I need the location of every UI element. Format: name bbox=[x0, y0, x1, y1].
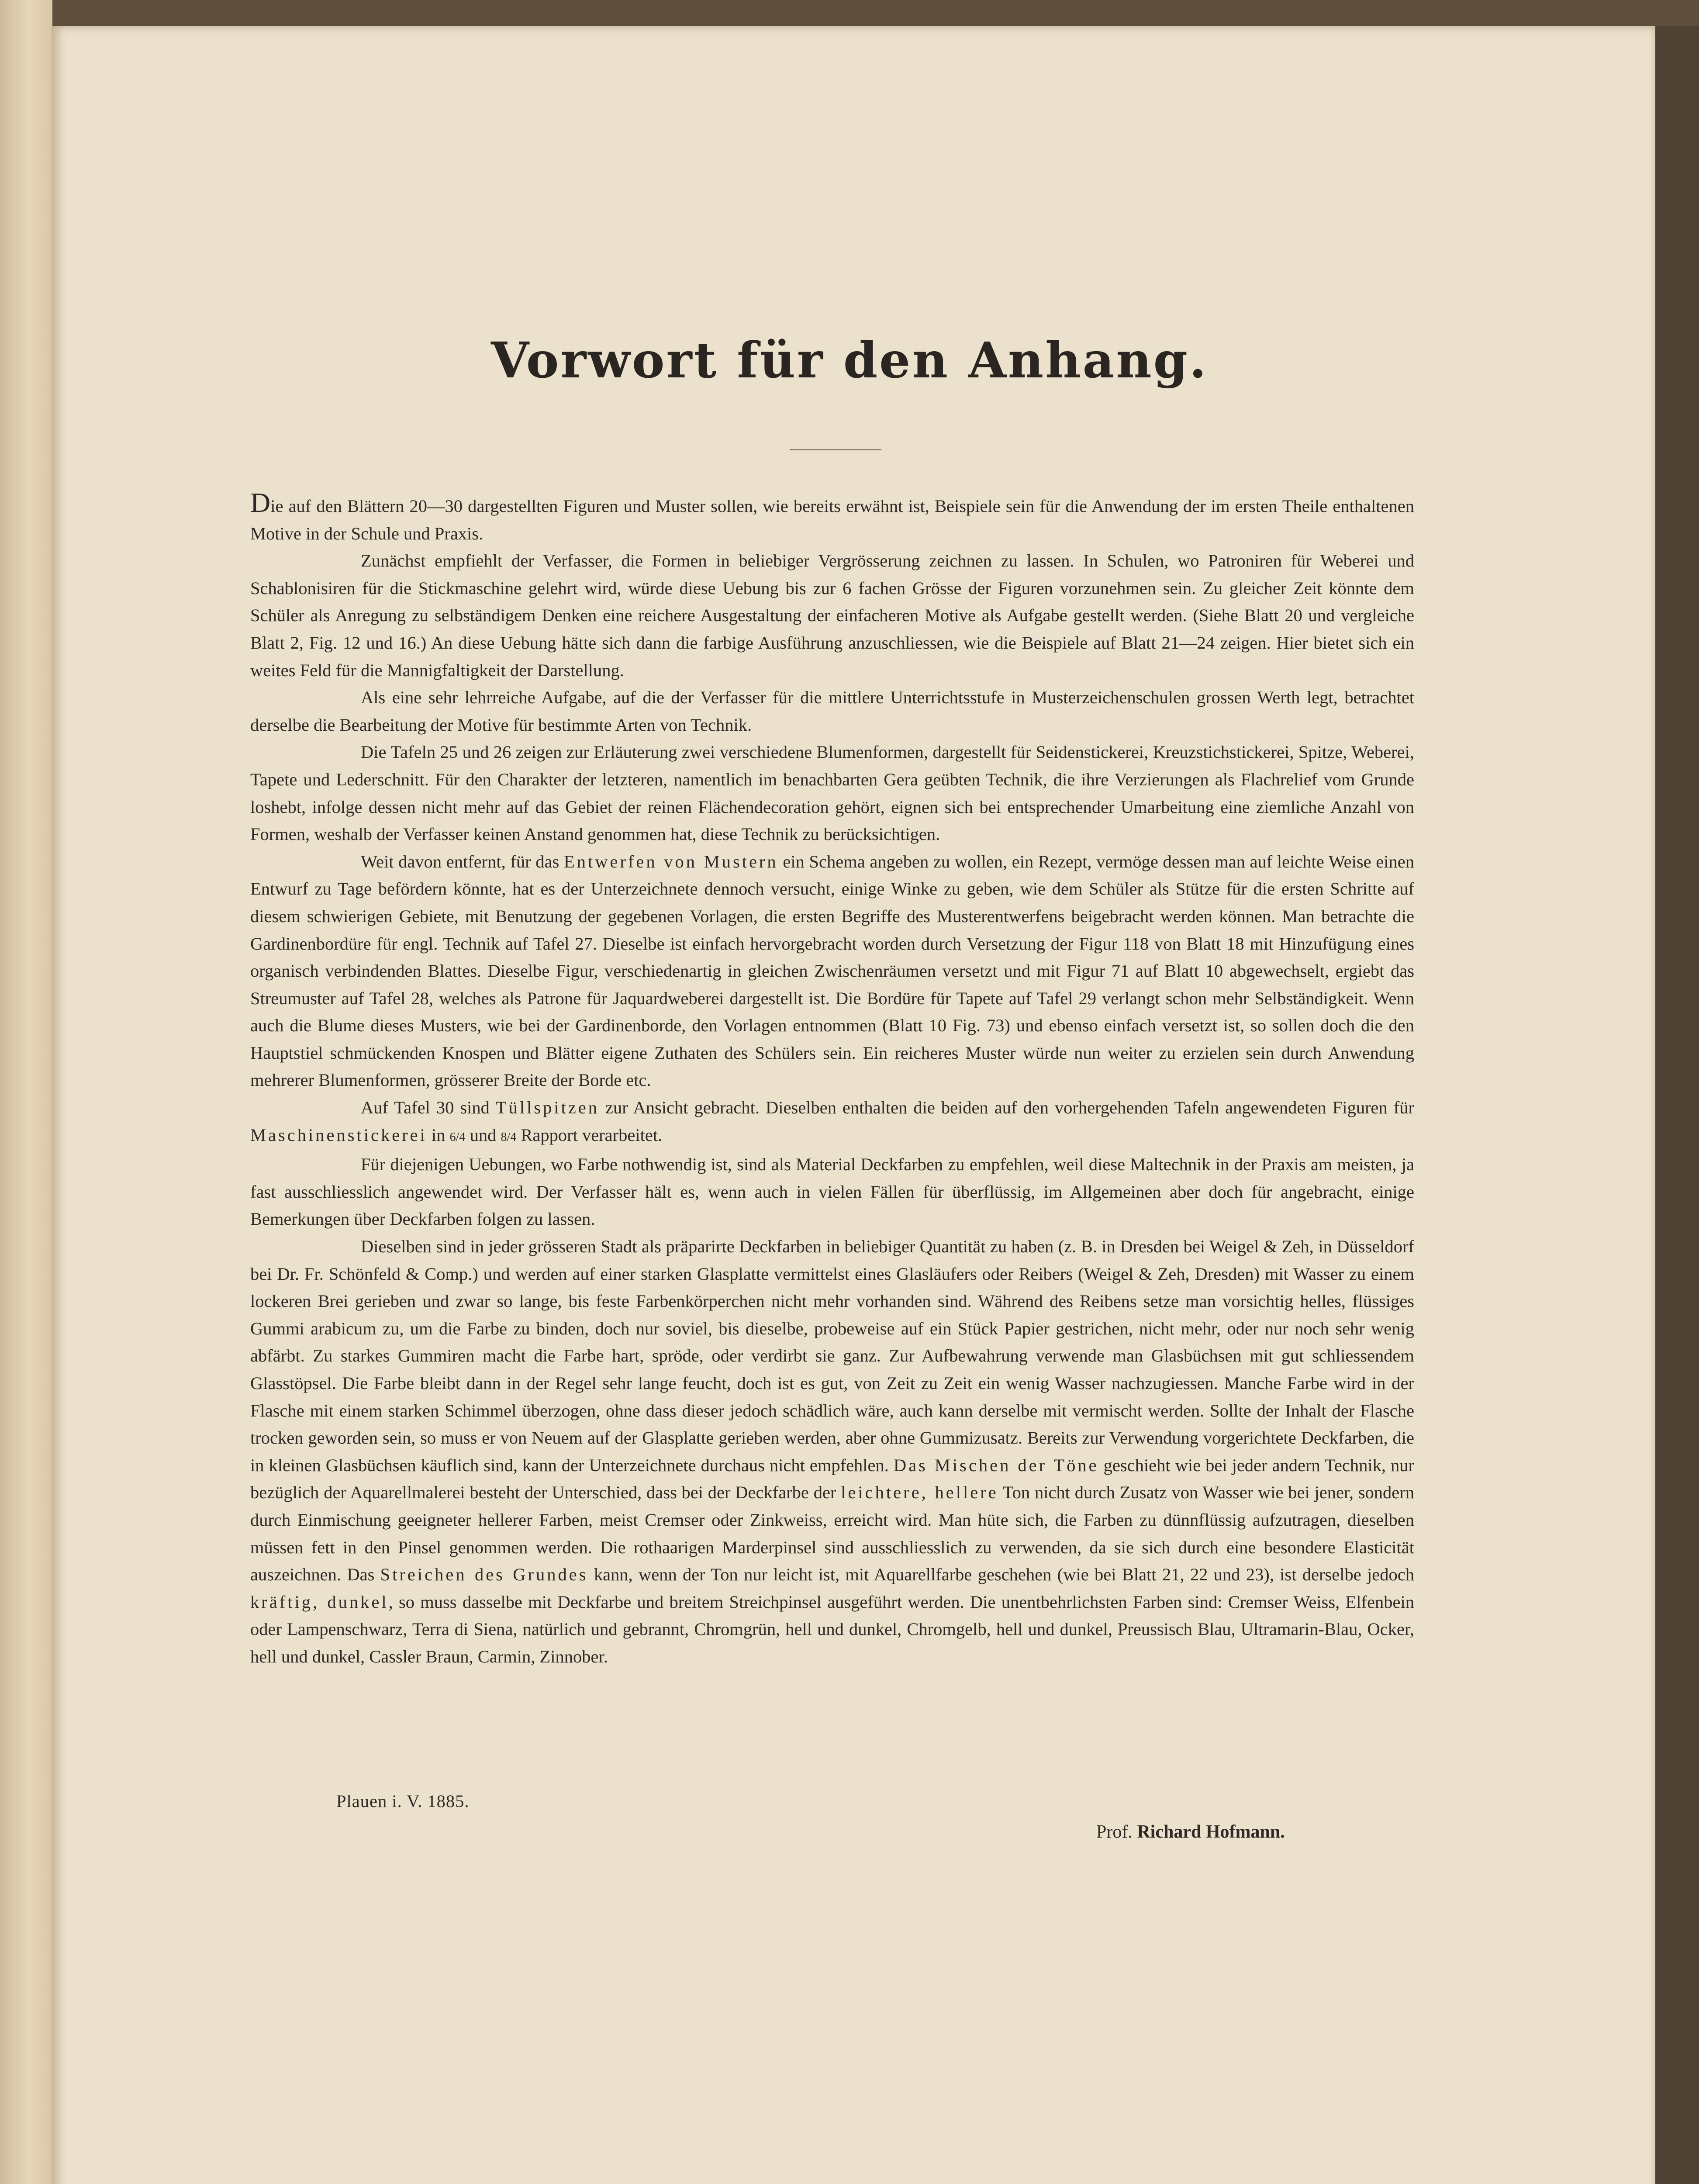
emphasis-text: Tüllspitzen bbox=[495, 1098, 600, 1118]
fraction: 8/4 bbox=[501, 1130, 517, 1144]
adjacent-page-edge bbox=[0, 0, 52, 2184]
emphasis-text: kräftig, dunkel bbox=[250, 1592, 389, 1612]
paragraph-3: Als eine sehr lehrreiche Aufgabe, auf die der Verfasser für die mittlere Unterrichtsstufe in Musterzeichenschulen grossen Werth legt, betrachtet derselbe die Bearbeitung der Motive für bestimmte Arten von Technik. bbox=[250, 688, 1414, 735]
emphasis-text: Entwerfen von Mustern bbox=[563, 851, 778, 871]
paragraph-4: Die Tafeln 25 und 26 zeigen zur Erläuterung zwei verschiedene Blumenformen, dargestellt für Seidenstickerei, Kreuzstichstickerei, Spitze, Weberei, Tapete und Lederschnitt. Für den Charakter der letzteren, namentlich im benachbarten Gera geübten Technik, die ihre Verzierungen als Flachrelief vom Grunde loshebt, infolge dessen nicht mehr auf das Gebiet der reinen Flächendecoration gehört, eignen sich bei entsprechender Umarbeitung eine ziemliche Anzahl von Formen, weshalb der Verfasser keinen Anstand genommen hat, diese Technik zu berücksichtigen. bbox=[250, 742, 1414, 844]
place-date: Plauen i. V. 1885. bbox=[336, 1791, 470, 1811]
paragraph-5: Weit davon entfernt, für das Entwerfen von Mustern ein Schema angeben zu wollen, ein Rezept, vermöge dessen man auf leichte Weise einen Entwurf zu Tage befördern könnte, hat es der Unterzeichnete dennoch versucht, einige Winke zu geben, wie dem Schüler als Stütze für die ersten Schritte auf diesem schwierigen Gebiete, mit Benutzung der gegebenen Vorlagen, die ersten Begriffe des Musterentwerfens beigebracht werden können. Man betrachte die Gardinenbordüre für engl. Technik auf Tafel 27. Dieselbe ist einfach hervorgebracht worden durch Versetzung der Figur 118 von Blatt 18 mit Hinzufügung eines organisch verbindenden Blattes. Dieselbe Figur, verschiedenartig in gleichen Zwischenräumen versetzt und mit Figur 71 auf Blatt 10 abgewechselt, ergiebt das Streumuster auf Tafel 28, welches als Patrone für Jaquardweberei dargestellt ist. Die Bordüre für Tapete auf Tafel 29 verlangt schon mehr Selbständigkeit. Wenn auch die Blume dieses Musters, wie bei der Gardinenborde, den Vorlagen entnommen (Blatt 10 Fig. 73) und ebenso einfach versetzt ist, so sollen doch die den Hauptstiel schmückenden Knospen und Blätter eigene Zuthaten des Schülers sein. Ein reicheres Muster würde nun weiter zu erzielen sein durch Anwendung mehrerer Blumenformen, grösserer Breite der Borde etc. bbox=[250, 851, 1414, 1090]
emphasis-text: Das Mischen der Töne bbox=[893, 1455, 1099, 1475]
emphasis-text: Maschinenstickerei bbox=[250, 1125, 427, 1145]
fraction: 6/4 bbox=[449, 1130, 466, 1144]
paragraph-1: Die auf den Blättern 20—30 dargestellten Figuren und Muster sollen, wie bereits erwähnt ist, Beispiele sein für die Anwendung der im ersten Theile enthaltenen Motive in der Schule und Praxis. bbox=[250, 487, 1414, 543]
paragraph-7: Für diejenigen Uebungen, wo Farbe nothwendig ist, sind als Material Deckfarben zu empfehlen, weil diese Maltechnik in der Praxis am meisten, ja fast ausschliesslich angewendet wird. Der Verfasser hält es, wenn auch in vielen Fällen für überflüssig, im Allgemeinen aber doch für angebracht, einige Bemerkungen über Deckfarben folgen zu lassen. bbox=[250, 1154, 1414, 1229]
paragraph-8: Dieselben sind in jeder grösseren Stadt als präparirte Deckfarben in beliebiger Quantität zu haben (z. B. in Dresden bei Weigel & Zeh, in Düsseldorf bei Dr. Fr. Schönfeld & Comp.) und werden auf einer starken Glasplatte vermittelst eines Glasläufers oder Reibers (Weigel & Zeh, Dresden) mit Wasser zu einem lockeren Brei gerieben und zwar so lange, bis feste Farbenkörperchen nicht mehr vorhanden sind. Während des Reibens setze man vorsichtig helles, flüssiges Gummi arabicum zu, um die Farbe zu binden, doch nur soviel, bis dieselbe, probeweise auf ein Stück Papier gestrichen, nicht mehr, oder nur noch sehr wenig abfärbt. Zu starkes Gummiren macht die Farbe hart, spröde, oder verdirbt sie ganz. Zur Aufbewahrung verwende man Glasbüchsen mit gut schliessendem Glasstöpsel. Die Farbe bleibt dann in der Regel sehr lange feucht, doch ist es gut, von Zeit zu Zeit ein wenig Wasser nachzugiessen. Manche Farbe wird in der Flasche mit einem starken Schimmel überzogen, ohne dass dieser jedoch schädlich wäre, auch kann derselbe mit vermischt werden. Sollte der Inhalt der Flasche trocken geworden sein, so muss er von Neuem auf der Glasplatte gerieben werden, aber ohne Gummizusatz. Bereits zur Verwendung vorgerichtete Deckfarben, die in kleinen Glasbüchsen käuflich sind, kann der Unterzeichnete durchaus nicht empfehlen. Das Mischen der Töne geschieht wie bei jeder andern Technik, nur bezüglich der Aquarellmalerei besteht der Unterschied, dass bei der Deckfarbe der leichtere, hellere Ton nicht durch Zusatz von Wasser wie bei jener, sondern durch Einmischung geeigneter hellerer Farben, meist Cremser oder Zinkweiss, erreicht wird. Man hüte sich, die Farben zu dünnflüssig aufzutragen, dieselben müssen fett in den Pinsel genommen werden. Die rothaarigen Marderpinsel sind ausschliesslich zu verwenden, da sie sich durch eine besondere Elasticität auszeichnen. Das Streichen des Grundes kann, wenn der Ton nur leicht ist, mit Aquarellfarbe geschehen (wie bei Blatt 21, 22 und 23), ist derselbe jedoch kräftig, dunkel, so muss dasselbe mit Deckfarbe und breitem Streichpinsel ausgeführt werden. Die unentbehrlichsten Farben sind: Cremser Weiss, Elfenbein oder Lampenschwarz, Terra di Siena, natürlich und gebrannt, Chromgrün, hell und dunkel, Chromgelb, hell und dunkel, Preussisch Blau, Ultramarin-Blau, Ocker, hell und dunkel, Cassler Braun, Carmin, Zinnober. bbox=[250, 1237, 1415, 1666]
paragraph-6: Auf Tafel 30 sind Tüllspitzen zur Ansicht gebracht. Dieselben enthalten die beiden auf den vorhergehenden Tafeln angewendeten Figuren für Maschinenstickerei in 6/4 und 8/4 Rapport verarbeitet. bbox=[250, 1098, 1414, 1145]
preface-body bbox=[250, 487, 1415, 1671]
emphasis-text: Streichen des Grundes bbox=[380, 1565, 588, 1585]
emphasis-text: leichtere, hellere bbox=[841, 1482, 998, 1503]
title-divider bbox=[790, 449, 881, 450]
page-title: Vorwort für den Anhang. bbox=[491, 332, 1208, 389]
paragraph-2: Zunächst empfiehlt der Verfasser, die Formen in beliebiger Vergrösserung zeichnen zu lassen. In Schulen, wo Patroniren für Weberei und Schablonisiren für die Stickmaschine gelehrt wird, würde diese Uebung bis zur 6 fachen Grösse der Figuren vorzunehmen sein. Zu gleicher Zeit könnte dem Schüler als Anregung zu selbständigem Denken eine reichere Ausgestaltung der einfacheren Motive als Aufgabe gestellt werden. (Siehe Blatt 20 und vergleiche Blatt 2, Fig. 12 und 16.) An diese Uebung hätte sich dann die farbige Ausführung anzuschliessen, wie die Beispiele auf Blatt 21—24 zeigen. Hier bietet sich ein weites Feld für die Mannigfaltigkeit der Darstellung. bbox=[250, 551, 1414, 680]
initial-letter: D bbox=[250, 487, 271, 518]
author-prefix: Prof. bbox=[1096, 1822, 1133, 1842]
author-signature bbox=[1096, 1821, 1285, 1842]
author-name: Richard Hofmann. bbox=[1137, 1822, 1285, 1842]
